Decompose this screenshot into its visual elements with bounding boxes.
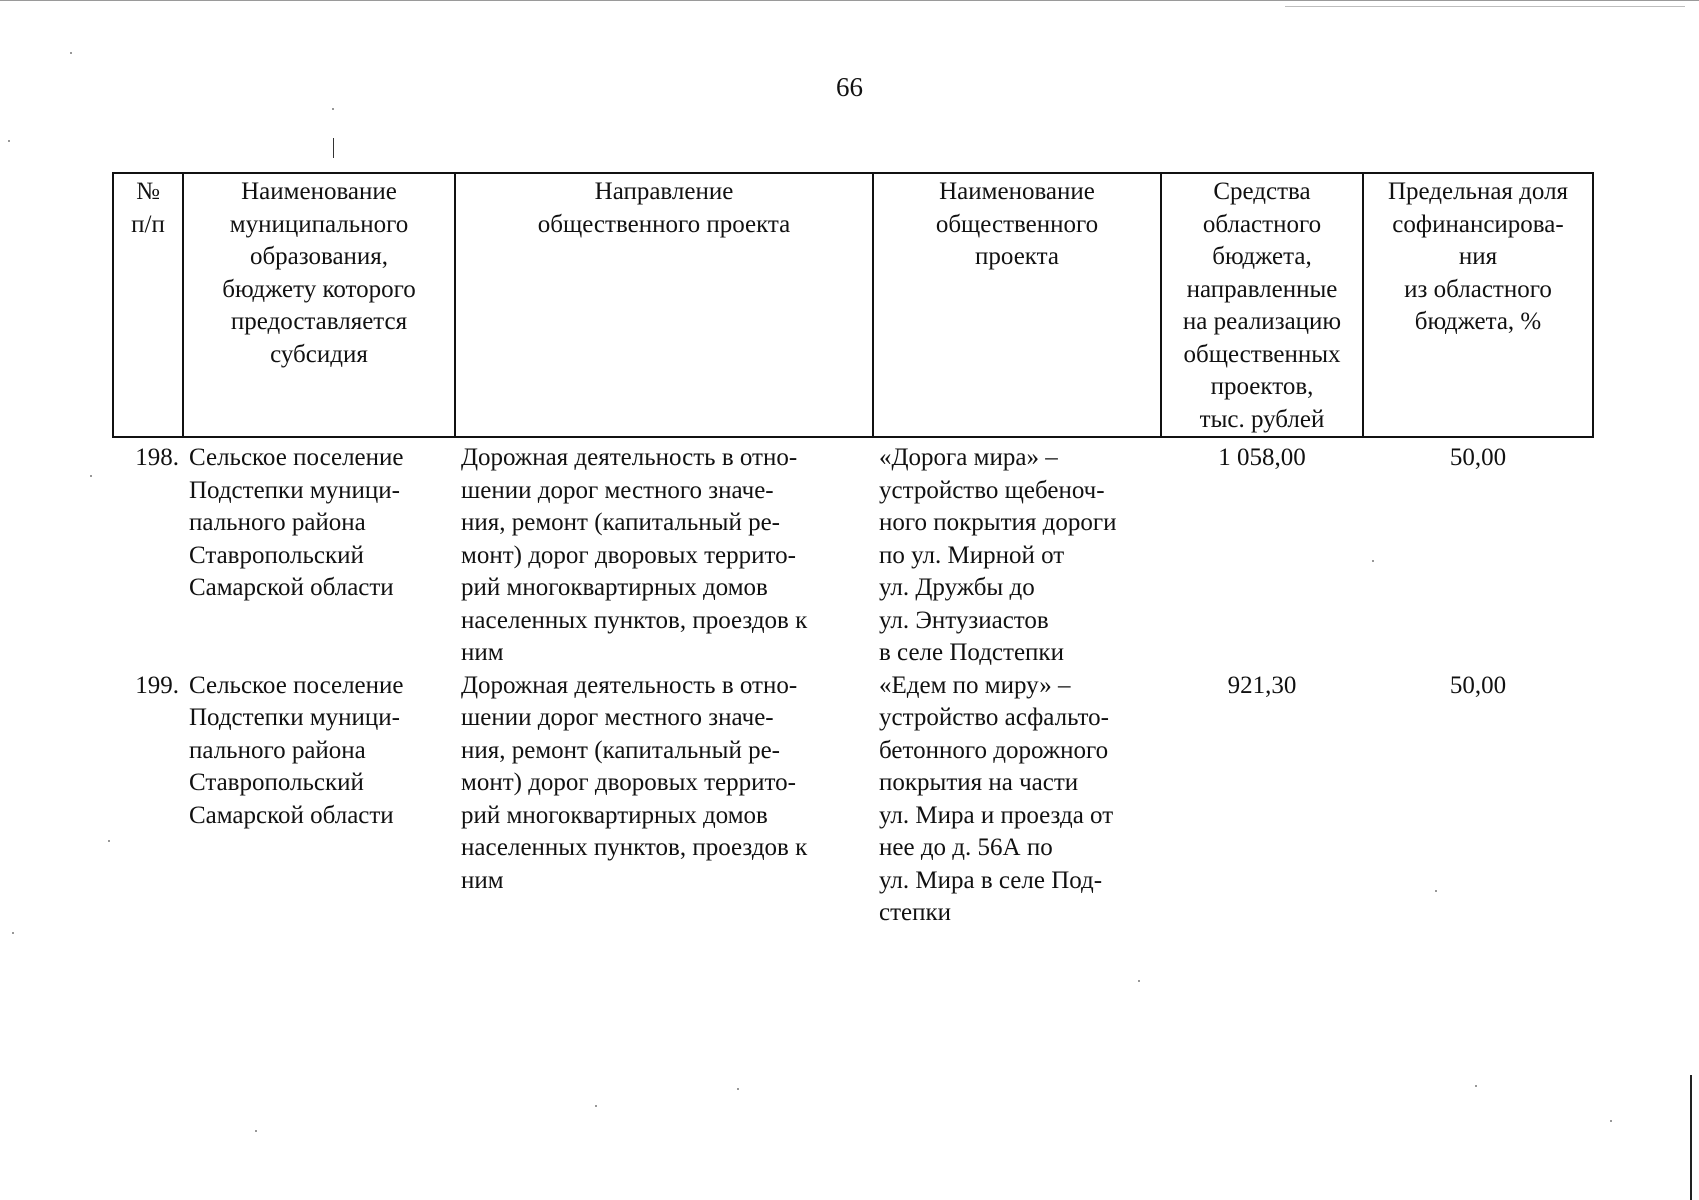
scan-speck [70,52,72,54]
row-direction: Дорожная деятельность в отно- шении дорог местного значе- ния, ремонт (капитальный ре- монт) дорог дворовых террито- рий многоквартирных домов населенных пунктов, проездов к ним [461,444,808,666]
row-municipality: Сельское поселение Подстепки муници- пального района Ставропольский Самарской области [189,444,404,601]
table-row [113,437,1593,670]
row-share: 50,00 [1449,671,1507,699]
scan-tick-mark [333,138,334,158]
row-project: «Дорога мира» – устройство щебеноч- ного покрытия дороги по ул. Мирной от ул. Дружбы до ул. Энтузиастов в селе Подстепки [879,444,1117,666]
header-project-name: Наименование общественного проекта [873,173,1161,437]
header-municipality: Наименование муниципального образования, бюджету которого предоставляется субсидия [183,173,455,437]
scan-speck [1138,980,1140,982]
scan-speck [595,1105,597,1107]
scan-speck [8,140,10,142]
scan-speck [12,932,14,934]
scan-speck [332,108,334,110]
scan-speck [1610,1120,1612,1122]
row-number: 199. [135,671,179,699]
page-number: 66 [836,72,863,102]
scan-speck [1475,1085,1477,1087]
row-direction: Дорожная деятельность в отно- шении дорог местного значе- ния, ремонт (капитальный ре- монт) дорог дворовых террито- рий многоквартирных домов населенных пунктов, проездов к ним [461,671,808,894]
scan-speck [108,840,110,842]
scan-edge-right [1690,1075,1692,1200]
header-regional-funds: Средства областного бюджета, направленные на реализацию общественных проектов, тыс. рублей [1161,173,1363,437]
header-cofinancing-share: Предельная доля софинансирова- ния из областного бюджета, % [1363,173,1593,437]
table-row [113,670,1593,930]
scan-edge-top [0,0,1699,1]
row-funds: 1 058,00 [1218,444,1306,471]
scan-speck [737,1088,739,1090]
row-number: 198. [135,444,179,471]
row-share: 50,00 [1449,444,1507,471]
row-project: «Едем по миру» – устройство асфальто- бетонного дорожного покрытия на части ул. Мира и проезда от нее до д. 56А по ул. Мира в селе Под- степки [879,671,1114,926]
scan-speck [90,475,92,477]
row-funds: 921,30 [1227,671,1297,699]
subsidy-table [112,172,1594,930]
table-header-row [113,173,1593,437]
row-municipality: Сельское поселение Подстепки муници- пального района Ставропольский Самарской области [189,671,404,829]
scan-edge-top-secondary [1285,6,1685,7]
header-project-direction: Направление общественного проекта [455,173,873,437]
header-number: № п/п [113,173,183,437]
scan-speck [255,1130,257,1132]
